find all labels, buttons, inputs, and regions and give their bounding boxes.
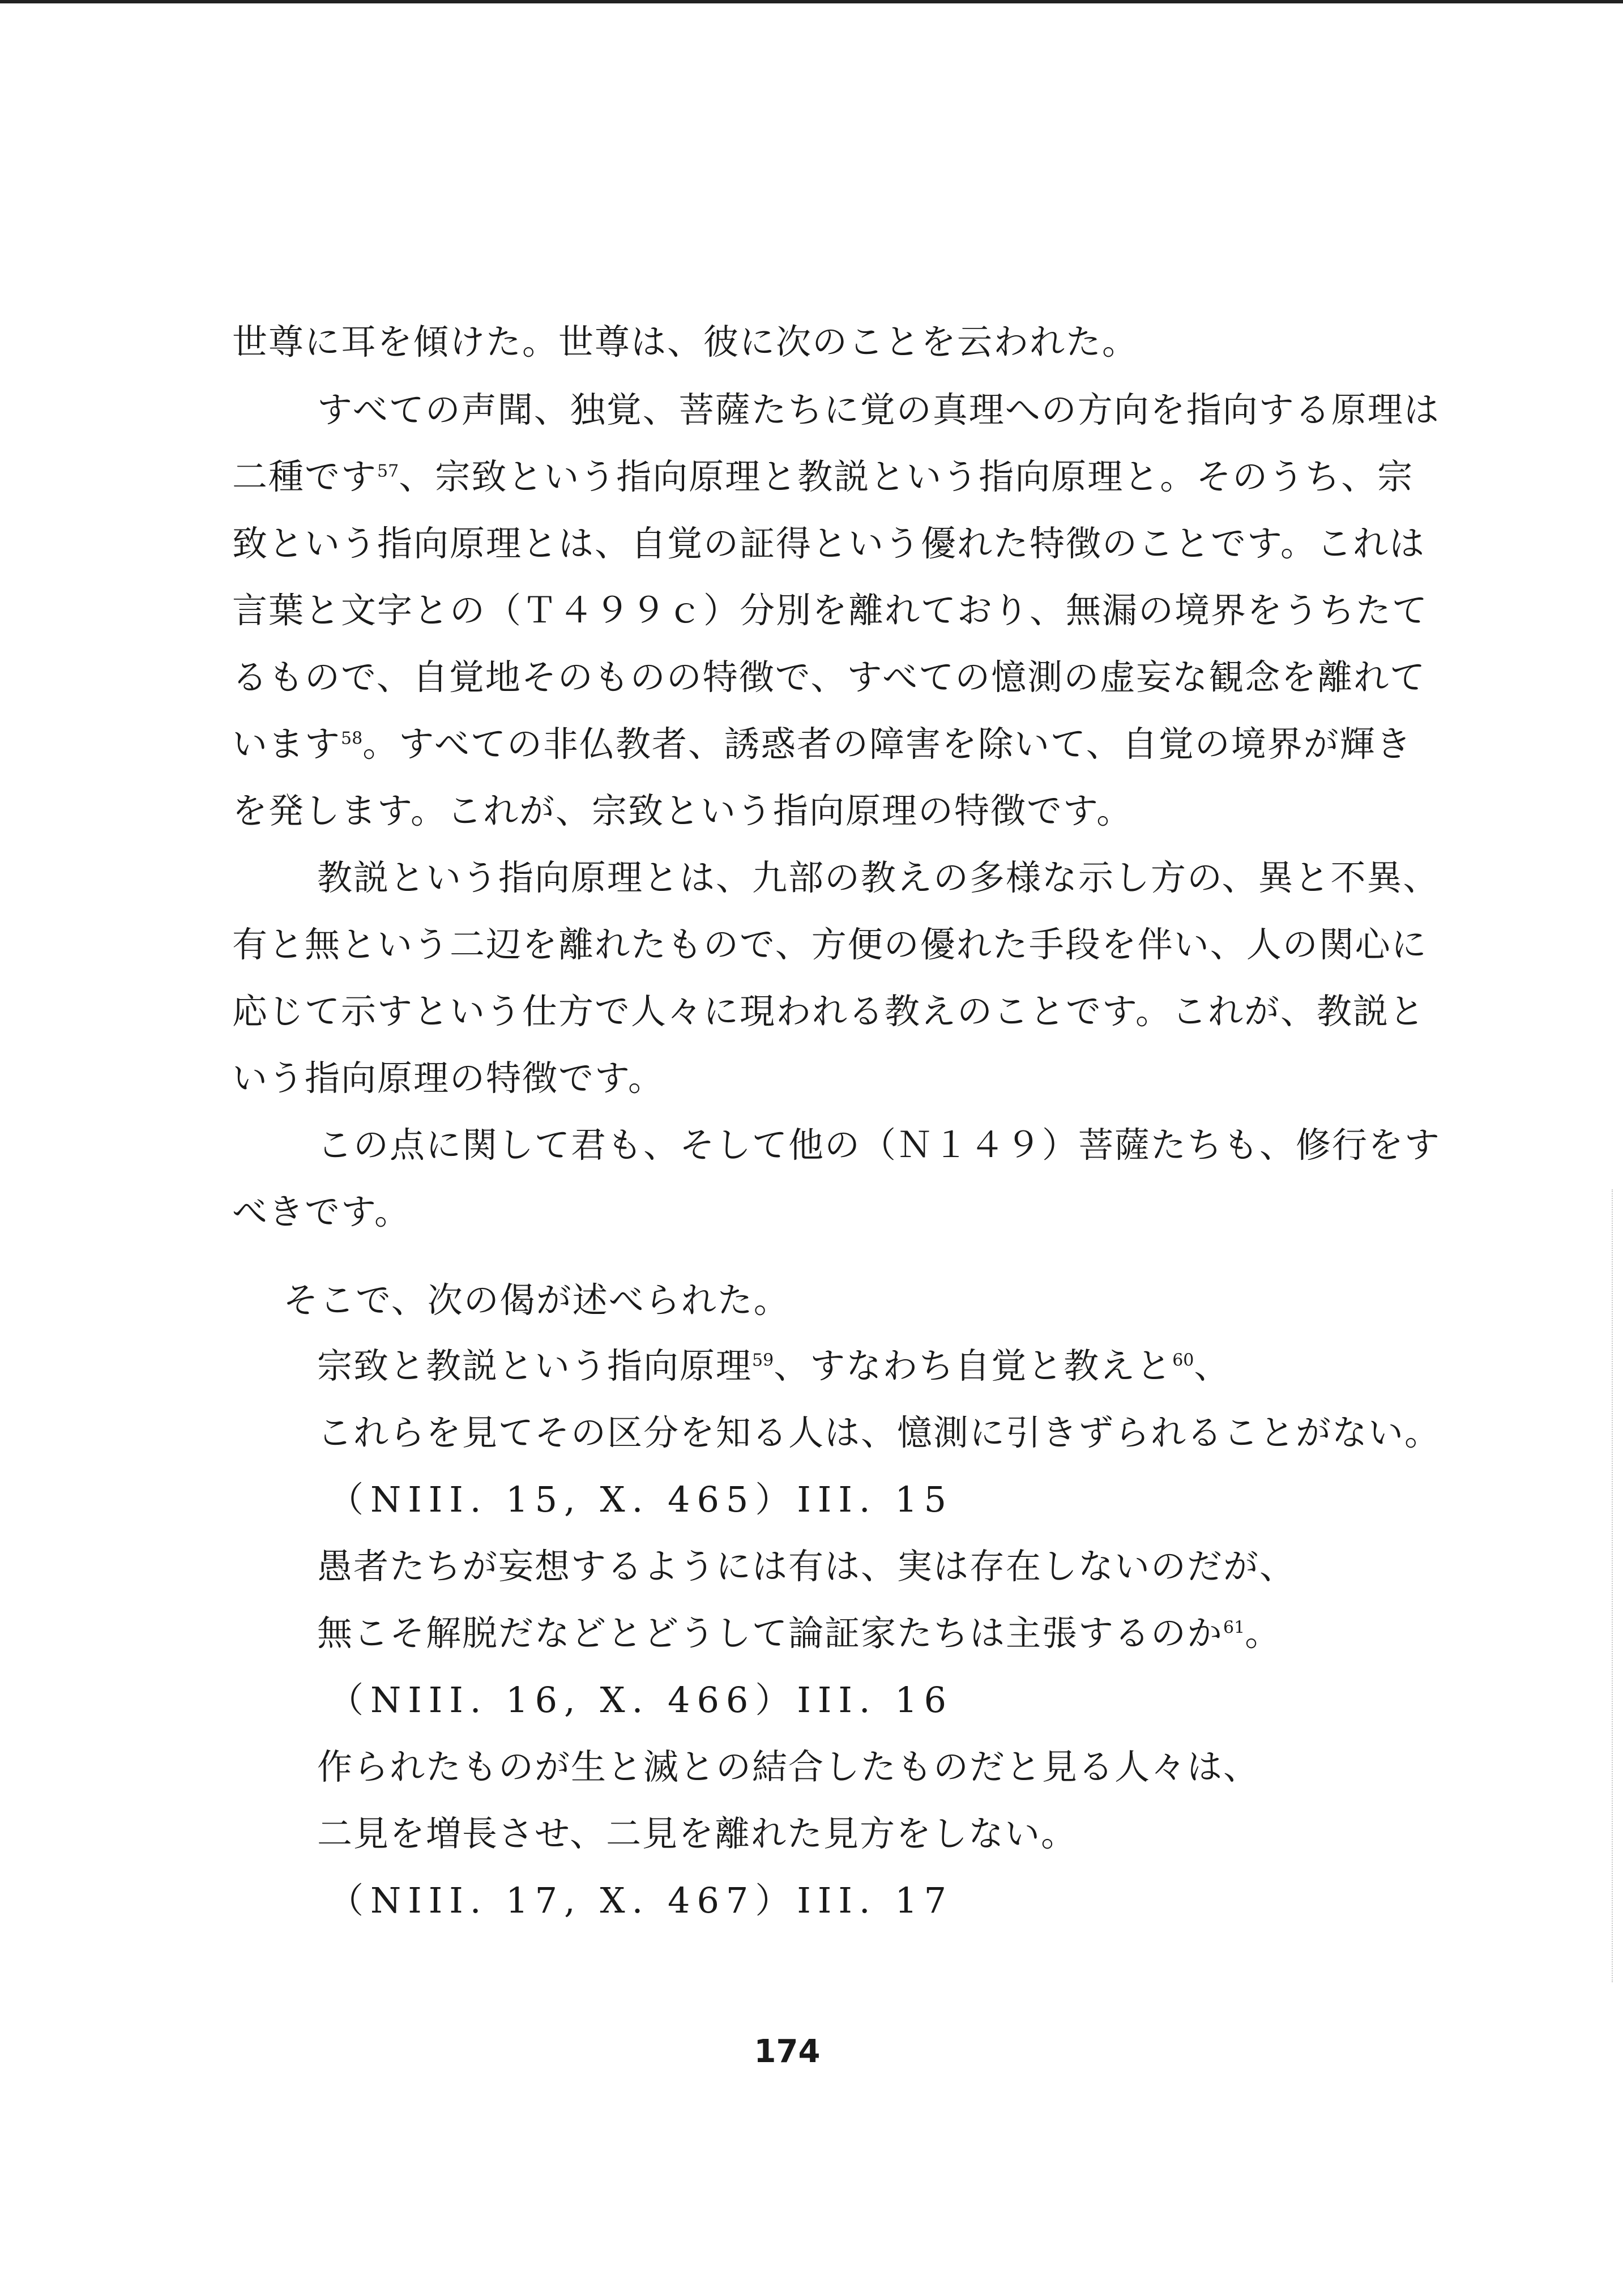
text-span: 応じて示すという仕方で人々に現われる教えのことです。これが、教説と xyxy=(232,991,1426,1032)
text-line xyxy=(317,1125,1441,1166)
verse-intro xyxy=(283,1280,790,1321)
text-span: （NIII. 16, X. 466）III. 16 xyxy=(328,1679,954,1721)
text-span: るもので、自覚地そのものの特徴で、すべての憶測の虚妄な観念を離れて xyxy=(232,656,1426,698)
footnote-ref: 59 xyxy=(752,1350,774,1371)
text-span: を発します。これが、宗致という指向原理の特徴です。 xyxy=(232,790,1133,831)
text-span: 、 xyxy=(1194,1345,1231,1386)
text-span: 有と無という二辺を離れたもので、方便の優れた手段を伴い、人の関心に xyxy=(232,924,1428,965)
text-line xyxy=(232,523,1425,564)
text-line xyxy=(232,657,1426,698)
verse-line xyxy=(317,1546,1296,1587)
page-number: 174 xyxy=(754,2033,821,2070)
footnote-ref: 58 xyxy=(341,728,363,749)
text-span: 。すべての非仏教者、誘惑者の障害を除いて、自覚の境界が輝き xyxy=(362,723,1412,765)
verse-line xyxy=(317,1747,1259,1787)
verse-reference xyxy=(328,1479,953,1520)
text-span: すべての声聞、独覚、菩薩たちに覚の真理への方向を指向する原理は xyxy=(317,389,1440,430)
text-span: べきです。 xyxy=(232,1191,411,1232)
text-span: 二種です xyxy=(232,456,378,497)
text-span: 二見を増長させ、二見を離れた見方をしない。 xyxy=(317,1813,1078,1854)
top-border xyxy=(0,0,1623,3)
text-span: 言葉と文字との（Ｔ４９９ｃ）分別を離れており、無漏の境界をうちたて xyxy=(232,590,1429,631)
verse-line xyxy=(317,1813,1077,1854)
verse-line xyxy=(317,1346,1230,1386)
text-line xyxy=(232,322,1138,362)
footnote-ref: 60 xyxy=(1172,1350,1194,1371)
text-line xyxy=(232,924,1428,965)
text-span: そこで、次の偈が述べられた。 xyxy=(283,1279,790,1321)
text-line xyxy=(317,390,1440,430)
verse-line xyxy=(317,1613,1281,1654)
text-line xyxy=(232,724,1412,765)
text-line xyxy=(232,791,1133,831)
text-span: この点に関して君も、そして他の（Ｎ１４９）菩薩たちも、修行をす xyxy=(317,1124,1441,1166)
text-line xyxy=(232,1058,664,1099)
text-line xyxy=(317,857,1440,898)
text-span: 愚者たちが妄想するようには有は、実は存在しないのだが、 xyxy=(317,1546,1296,1587)
verse-line xyxy=(317,1412,1441,1453)
text-span: 致という指向原理とは、自覚の証得という優れた特徴のことです。これは xyxy=(232,523,1426,564)
footnote-ref: 57 xyxy=(377,461,399,481)
text-span: （NIII. 15, X. 465）III. 15 xyxy=(328,1479,954,1520)
text-span: （NIII. 17, X. 467）III. 17 xyxy=(328,1880,954,1921)
text-line xyxy=(232,991,1425,1032)
text-line xyxy=(232,456,1413,497)
text-span: いう指向原理の特徴です。 xyxy=(232,1057,665,1099)
footnote-ref: 61 xyxy=(1223,1618,1245,1638)
text-span: 、宗致という指向原理と教説という指向原理と。そのうち、宗 xyxy=(399,456,1414,497)
text-line xyxy=(232,1192,411,1232)
text-span: 教説という指向原理とは、九部の教えの多様な示し方の、異と不異、 xyxy=(317,857,1440,898)
text-span: 作られたものが生と滅との結合したものだと見る人々は、 xyxy=(317,1746,1260,1787)
text-span: 世尊に耳を傾けた。世尊は、彼に次のことを云われた。 xyxy=(232,321,1139,362)
scan-margin-marks xyxy=(1612,1189,1615,1982)
text-span: 、すなわち自覚と教えと xyxy=(774,1345,1173,1386)
text-span: 宗致と教説という指向原理 xyxy=(317,1345,753,1386)
verse-reference xyxy=(328,1680,953,1721)
verse-reference xyxy=(328,1880,953,1921)
text-span: 。 xyxy=(1245,1612,1282,1654)
text-line xyxy=(232,590,1428,631)
text-span: います xyxy=(232,723,341,765)
text-span: 無こそ解脱だなどとどうして論証家たちは主張するのか xyxy=(317,1612,1224,1654)
text-span: これらを見てその区分を知る人は、憶測に引きずられることがない。 xyxy=(317,1412,1441,1453)
